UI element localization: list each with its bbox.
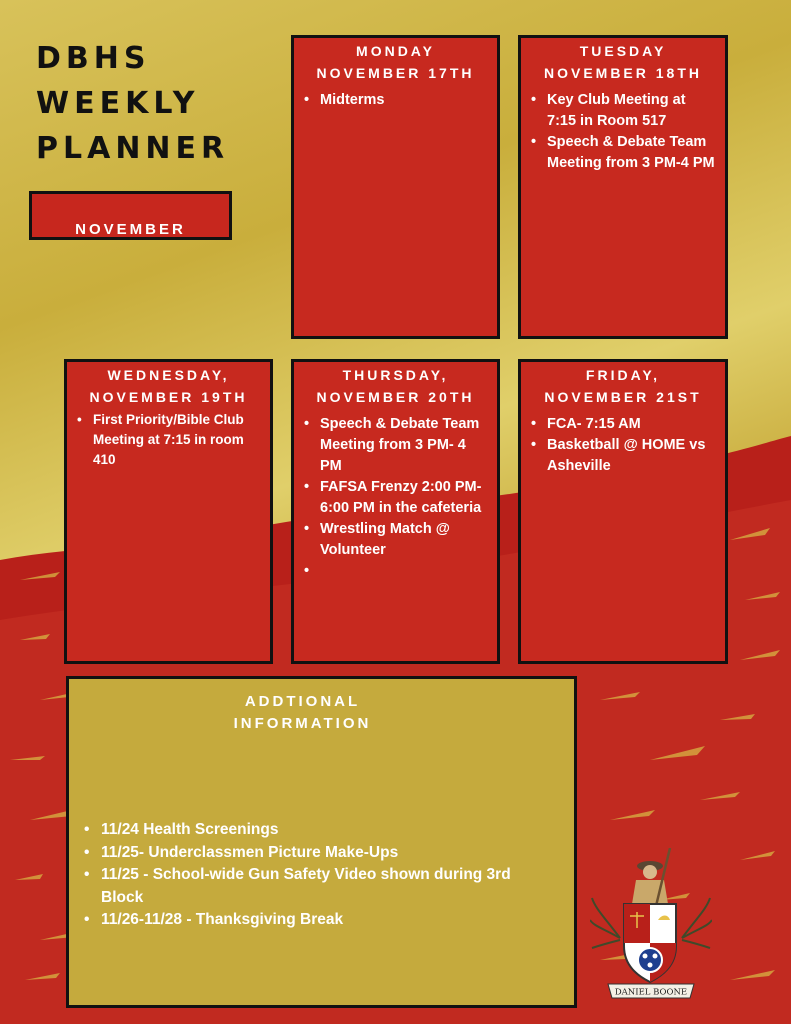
event-list bbox=[294, 90, 497, 111]
title-line-1: DBHS bbox=[36, 41, 151, 76]
event-list bbox=[521, 90, 725, 174]
day-name: MONDAY bbox=[356, 43, 435, 59]
info-item: • 11/25- Underclassmen Picture Make-Ups bbox=[101, 842, 554, 865]
day-name: WEDNESDAY, bbox=[107, 367, 230, 383]
day-name: TUESDAY bbox=[579, 43, 667, 59]
event-list bbox=[521, 414, 725, 477]
event-item: • Wrestling Match @ Volunteer bbox=[316, 519, 487, 561]
info-item: • 11/25 - School-wide Gun Safety Video shown during 3rd Block bbox=[101, 864, 554, 909]
event-item: • Key Club Meeting at 7:15 in Room 517 bbox=[543, 90, 715, 132]
day-name: THURSDAY, bbox=[342, 367, 449, 383]
additional-info-box bbox=[66, 676, 577, 1008]
title-line-3: PLANNER bbox=[36, 131, 230, 166]
event-item: • Basketball @ HOME vs Asheville bbox=[543, 435, 715, 477]
info-item: • 11/26-11/28 - Thanksgiving Break bbox=[101, 909, 554, 932]
day-heading bbox=[294, 364, 497, 408]
additional-info-list bbox=[69, 819, 574, 932]
day-heading bbox=[67, 364, 270, 408]
day-heading bbox=[521, 364, 725, 408]
event-list bbox=[294, 414, 497, 582]
day-name: FRIDAY, bbox=[585, 367, 661, 383]
planner-title bbox=[36, 36, 229, 171]
event-item bbox=[316, 561, 487, 582]
frontiersman-figure bbox=[632, 848, 670, 906]
event-item: • First Priority/Bible Club Meeting at 7:15 in room 410 bbox=[89, 410, 260, 470]
event-item: • Speech & Debate Team Meeting from 3 PM-4 PM bbox=[543, 132, 715, 174]
day-card-wednesday bbox=[64, 359, 273, 664]
day-date: NOVEMBER 20TH bbox=[316, 389, 475, 405]
info-item: • 11/24 Health Screenings bbox=[101, 819, 554, 842]
day-date: NOVEMBER 21ST bbox=[544, 389, 702, 405]
day-card-thursday bbox=[291, 359, 500, 664]
additional-info-title-line-1: ADDTIONAL bbox=[244, 693, 361, 710]
additional-info-title-line-2: INFORMATION bbox=[233, 715, 372, 732]
additional-info-heading bbox=[69, 691, 536, 735]
day-card-tuesday bbox=[518, 35, 728, 339]
crest-banner-text: DANIEL BOONE bbox=[614, 987, 688, 998]
day-card-monday bbox=[291, 35, 500, 339]
day-date: NOVEMBER 17TH bbox=[316, 65, 475, 81]
tennessee-stars-emblem bbox=[638, 948, 662, 972]
day-date: NOVEMBER 19TH bbox=[89, 389, 248, 405]
event-item: • Speech & Debate Team Meeting from 3 PM- 4 PM bbox=[316, 414, 487, 477]
event-item: • FCA- 7:15 AM bbox=[543, 414, 715, 435]
event-item: • FAFSA Frenzy 2:00 PM-6:00 PM in the cafeteria bbox=[316, 477, 487, 519]
month-label: NOVEMBER bbox=[29, 191, 232, 240]
day-date: NOVEMBER 18TH bbox=[543, 65, 703, 81]
event-item: • Midterms bbox=[316, 90, 487, 111]
school-crest-logo bbox=[590, 848, 712, 1006]
day-card-friday bbox=[518, 359, 728, 664]
day-heading bbox=[294, 40, 497, 84]
day-heading bbox=[521, 40, 725, 84]
event-list bbox=[67, 410, 270, 470]
title-line-2: WEEKLY bbox=[36, 86, 200, 121]
